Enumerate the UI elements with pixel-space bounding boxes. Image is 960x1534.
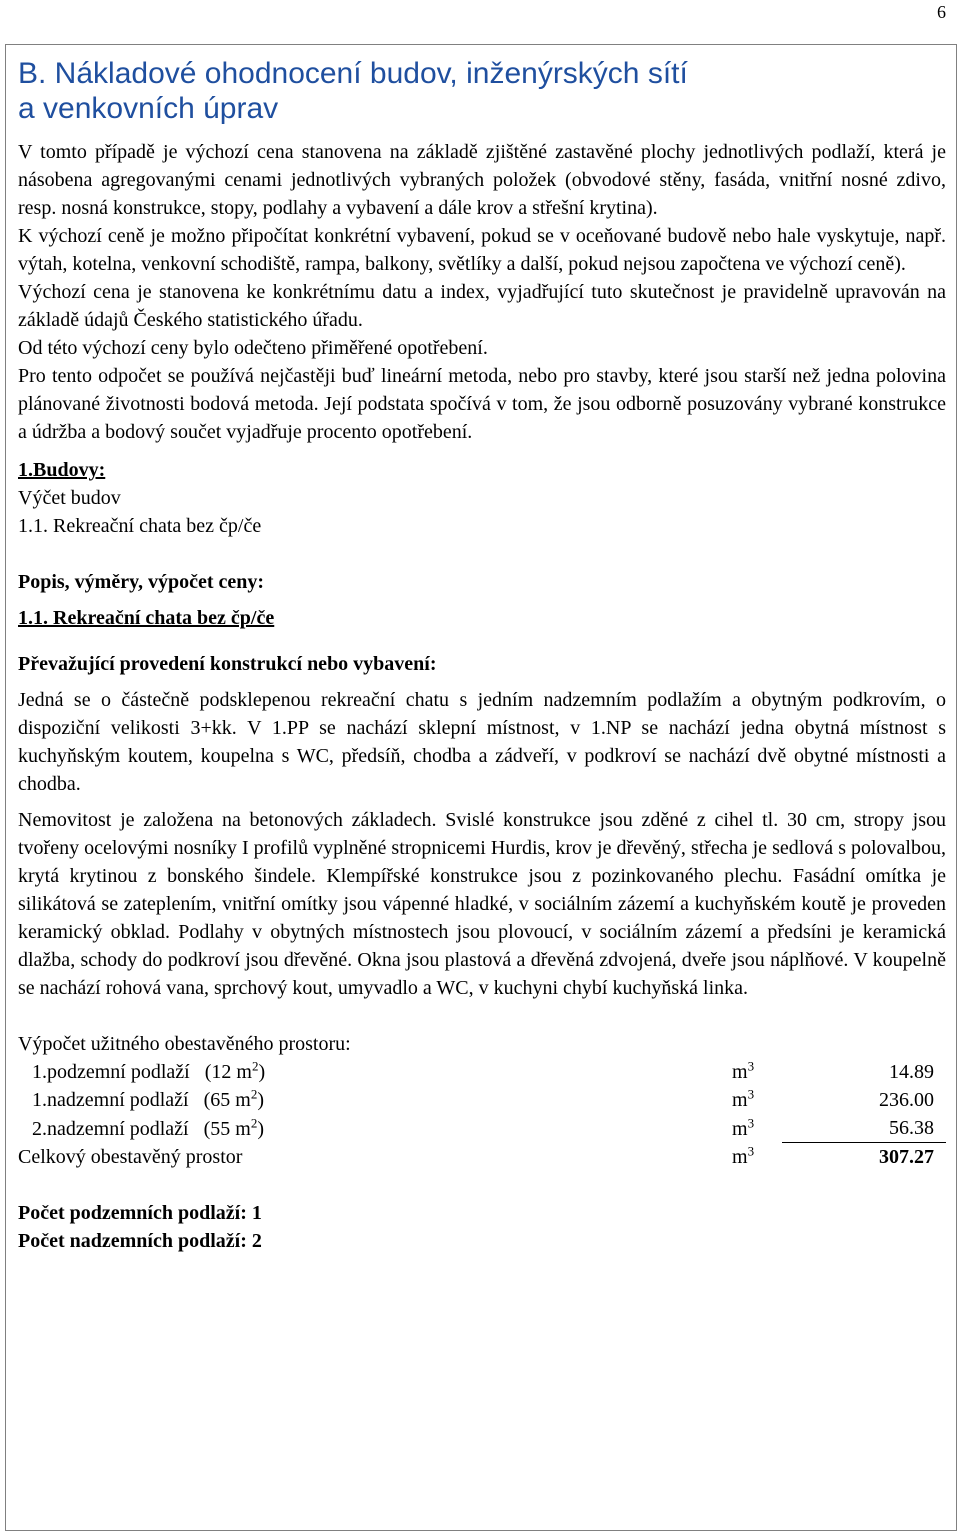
table-row: 1.nadzemní podlaží (65 $m^2$) $m^3$ 236.00 (18, 1086, 946, 1114)
volume-table (18, 1058, 946, 1171)
intro-paragraph-1: V tomto případě je výchozí cena stanovena na základě zjištěné zastavěné plochy jednotlivých podlaží, která je násobena agregovanými cenami jednotlivých vybraných položek (obvodové stěny, fasáda, vnitřní nosné zdivo, resp. nosná konstrukce, stopy, podlahy a vybavení a dále krov a střešní krytina). (18, 141, 946, 219)
volume-value: 236.00 (879, 1089, 934, 1111)
floor-name: 1.podzemní podlaží (32, 1061, 190, 1083)
above-ground-floors-count: Počet nadzemních podlaží: 2 (18, 1230, 262, 1252)
description-paragraph-1: Jedná se o částečně podsklepenou rekreační chatu s jedním nadzemním podlažím a obytným podkrovím, o dispoziční velikosti 3+kk. V 1.PP se nachází sklepní místnost, v 1.NP se nachází jedna obytná místnost s kuchyňským koutem, koupelna s WC, předsíň, chodba a zádveří, v podkroví se nachází dvě obytné místnosti a chodba. (18, 689, 946, 795)
building-list-item: 1.1. Rekreační chata bez čp/če (18, 515, 262, 537)
section-title (18, 56, 946, 126)
document-content (18, 56, 946, 1255)
description-heading: Popis, výměry, výpočet ceny: (18, 571, 265, 593)
building-list-heading: Výčet budov (18, 487, 121, 509)
total-value: 307.27 (782, 1143, 946, 1172)
building-heading: 1.1. Rekreační chata bez čp/če (18, 607, 275, 629)
unit-label: m (732, 1089, 748, 1111)
unit-label: m (732, 1061, 748, 1083)
floor-name: 1.nadzemní podlaží (32, 1089, 189, 1111)
construction-heading: Převažující provedení konstrukcí nebo vybavení: (18, 653, 437, 675)
buildings-heading: 1.Budovy: (18, 459, 106, 481)
description-paragraph-2: Nemovitost je založena na betonových základech. Svislé konstrukce jsou zděné z cihel tl. 30 cm, stropy jsou tvořeny ocelovými nosníky I profilů vyplněné stropnicemi Hurdis, krov je dřevěný, střecha je sedlová s polovalbou, krytá krytinou z bonského šindele. Klempířské konstrukce jsou z pozinkovaného plechu. Fasádní omítka je silikátová se zateplením, vnitřní omítky jsou vápenné hladké, v sociálním zázemí a kuchyňském koutě je proveden keramický obklad. Podlahy v obytných místnostech jsou plovoucí, v sociálním zázemí a předsíni je keramická dlažba, schody do podkroví jsou dřevěné. Okna jsou plastová a dřevěná zdvojená, dveře jsou náplňové. V koupelně se nachází rohová vana, sprchový kout, umyvadlo a WC, v kuchyni chybí kuchyňská linka. (18, 809, 946, 999)
section-title-line-2: a venkovních úprav (18, 92, 279, 125)
section-title-line-1: B. Nákladové ohodnocení budov, inženýrských sítí (18, 57, 688, 90)
intro-paragraph-2: K výchozí ceně je možno připočítat konkrétní vybavení, pokud se v oceňované budově nebo hale vyskytuje, např. výtah, kotelna, venkovní schodiště, rampa, balkony, světlíky a další, pokud nejsou započtena ve výchozí ceně). (18, 225, 946, 275)
page-number: 6 (937, 2, 946, 22)
floor-area: (55 (203, 1117, 231, 1140)
table-row-total: Celkový obestavěný prostor $m^3$ 307.27 (18, 1143, 946, 1172)
table-row: 1.podzemní podlaží (12 $m^2$) $m^3$ 14.89 (18, 1058, 946, 1086)
volume-value: 56.38 (889, 1117, 934, 1139)
intro-paragraph-3: Výchozí cena je stanovena ke konkrétnímu datu a index, vyjadřující tuto skutečnost je pravidelně upravován na základě údajů Českého statistického úřadu. (18, 281, 946, 331)
underground-floors-count: Počet podzemních podlaží: 1 (18, 1202, 262, 1224)
unit-label: m (732, 1146, 748, 1168)
total-label: Celkový obestavěný prostor (18, 1146, 243, 1168)
floor-area: (12 (204, 1061, 232, 1083)
floor-name: 2.nadzemní podlaží (32, 1117, 189, 1140)
floor-area: (65 (203, 1089, 231, 1111)
intro-paragraph-4: Od této výchozí ceny bylo odečteno přiměřené opotřebení. (18, 337, 488, 359)
intro-paragraph-5: Pro tento odpočet se používá nejčastěji buď lineární metoda, nebo pro stavby, které jsou starší než jedna polovina plánované životnosti bodová metoda. Její podstata spočívá v tom, že jsou odborně posuzovány vybrané konstrukce a údržba a bodový součet vyjadřuje procento opotřebení. (18, 365, 946, 443)
table-row: 2.nadzemní podlaží (55 $m^2$) $m^3$ 56.38 (18, 1114, 946, 1143)
unit-label: m (732, 1117, 748, 1140)
volume-heading: Výpočet užitného obestavěného prostoru: (18, 1033, 351, 1055)
volume-value: 14.89 (889, 1061, 934, 1083)
